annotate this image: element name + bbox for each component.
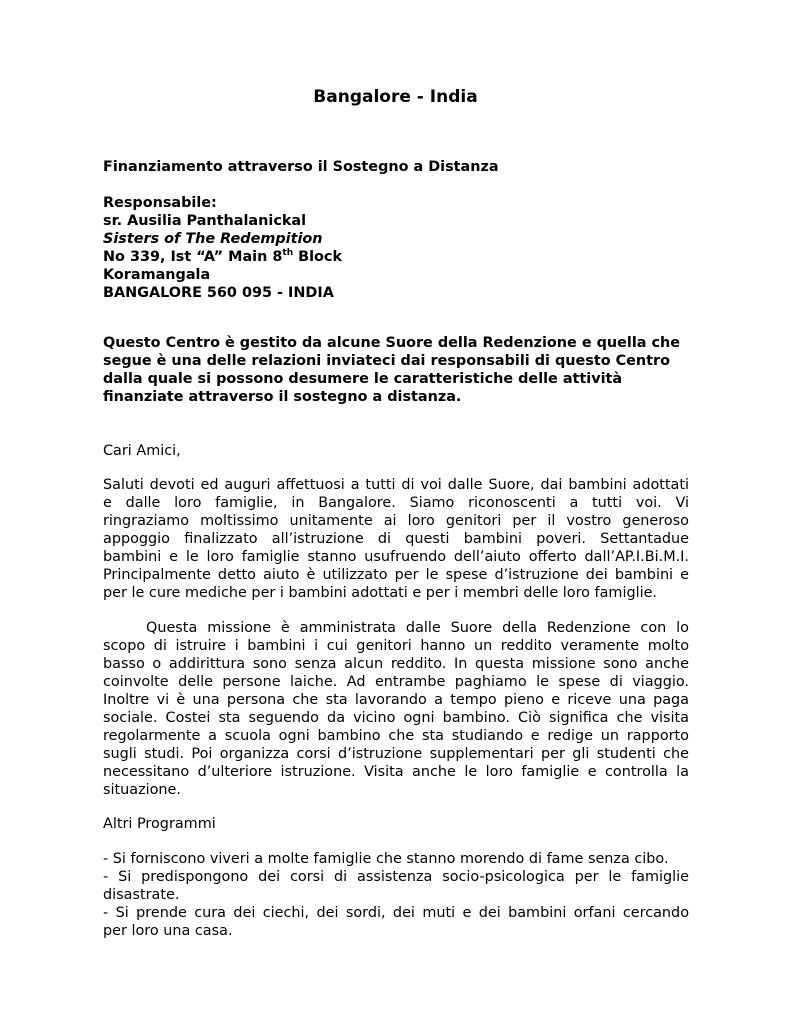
paragraph-1-line: Principalmente detto aiuto è utilizzato per le spese d’istruzione dei bambini e (103, 567, 689, 583)
subtitle-text: Finanziamento attraverso il Sostegno a Distanza (103, 159, 499, 175)
paragraph-1-line: per le cure mediche per i bambini adottati e per i membri delle loro famiglie. (103, 585, 658, 601)
program-item: - Si predispongono dei corsi di assistenza socio-psicologica per le famiglie (103, 869, 689, 885)
intro-paragraph (103, 334, 689, 406)
paragraph-2-line: necessitano d’ulteriore istruzione. Visita anche le loro famiglie e controlla la (103, 764, 689, 780)
paragraph-2-line: sugli studi. Poi organizza corsi d’istruzione supplementari per gli studenti che (103, 746, 689, 762)
document-subtitle (103, 158, 689, 176)
intro-line: Questo Centro è gestito da alcune Suore della Redenzione e quella che (103, 335, 681, 351)
programs-list (103, 850, 689, 940)
program-item-continuation: per loro una casa. (103, 923, 233, 939)
intro-line: segue è una delle relazioni inviateci dai responsabili di questo Centro (103, 353, 671, 369)
program-item-continuation: disastrate. (103, 887, 180, 903)
paragraph-2-line: Inoltre vi è una persona che sta lavorando a tempo pieno e riceve una paga (103, 692, 689, 708)
responsible-area: Koramangala (103, 267, 211, 283)
paragraph-2-line: coinvolte delle persone laiche. Ad entrambe paghiamo le spese di viaggio. (103, 674, 689, 690)
program-item: - Si prende cura dei ciechi, dei sordi, dei muti e dei bambini orfani cercando (103, 905, 689, 921)
paragraph-1 (103, 476, 689, 602)
paragraph-1-line: e dalle loro famiglie, in Bangalore. Siamo riconoscenti a tutti voi. Vi (103, 495, 689, 511)
paragraph-2-line: regolarmente a scuola ogni bambino che sta studiando e redige un rapporto (103, 728, 689, 744)
responsible-organization: Sisters of The Redempition (103, 231, 323, 247)
other-programs-heading-text: Altri Programmi (103, 816, 216, 832)
paragraph-2-line: scopo di istruire i bambini i cui genitori hanno un reddito veramente molto (103, 638, 689, 654)
paragraph-2-line: sociale. Costei sta seguendo da vicino ogni bambino. Ciò significa che visita (103, 710, 689, 726)
address-main: No 339, Ist “A” Main 8 (103, 249, 283, 265)
document-title: Bangalore - India (313, 87, 478, 107)
paragraph-2-line: Questa missione è amministrata dalle Suore della Redenzione con lo (146, 620, 689, 636)
responsible-block (103, 194, 689, 302)
paragraph-1-line: bambini e le loro famiglie stanno usufruendo dell’aiuto offerto dall’AP.I.Bi.M.I. (103, 549, 689, 565)
address-tail: Block (293, 249, 343, 265)
program-item: - Si forniscono viveri a molte famiglie che stanno morendo di fame senza cibo. (103, 851, 669, 867)
responsible-label: Responsabile: (103, 195, 217, 211)
responsible-address (103, 248, 689, 266)
paragraph-2-line: situazione. (103, 782, 181, 798)
intro-line: finanziate attraverso il sostegno a distanza. (103, 389, 462, 405)
greeting (103, 442, 689, 460)
paragraph-1-line: ringraziamo moltissimo unitamente ai loro genitori per il vostro generoso (103, 513, 689, 529)
paragraph-1-line: Saluti devoti ed auguri affettuosi a tutti di voi dalle Suore, dai bambini adottati (103, 477, 689, 493)
responsible-name: sr. Ausilia Panthalanickal (103, 213, 307, 229)
paragraph-2 (103, 619, 689, 799)
intro-line: dalla quale si possono desumere le caratteristiche delle attività (103, 371, 623, 387)
address-superscript: th (282, 248, 294, 258)
greeting-text: Cari Amici, (103, 443, 181, 459)
paragraph-2-line: basso o addirittura sono senza alcun reddito. In questa missione sono anche (103, 656, 689, 672)
paragraph-1-line: appoggio finalizzato all’istruzione di questi bambini poveri. Settantadue (103, 531, 689, 547)
responsible-city: BANGALORE 560 095 - INDIA (103, 285, 334, 301)
other-programs-heading (103, 815, 689, 833)
